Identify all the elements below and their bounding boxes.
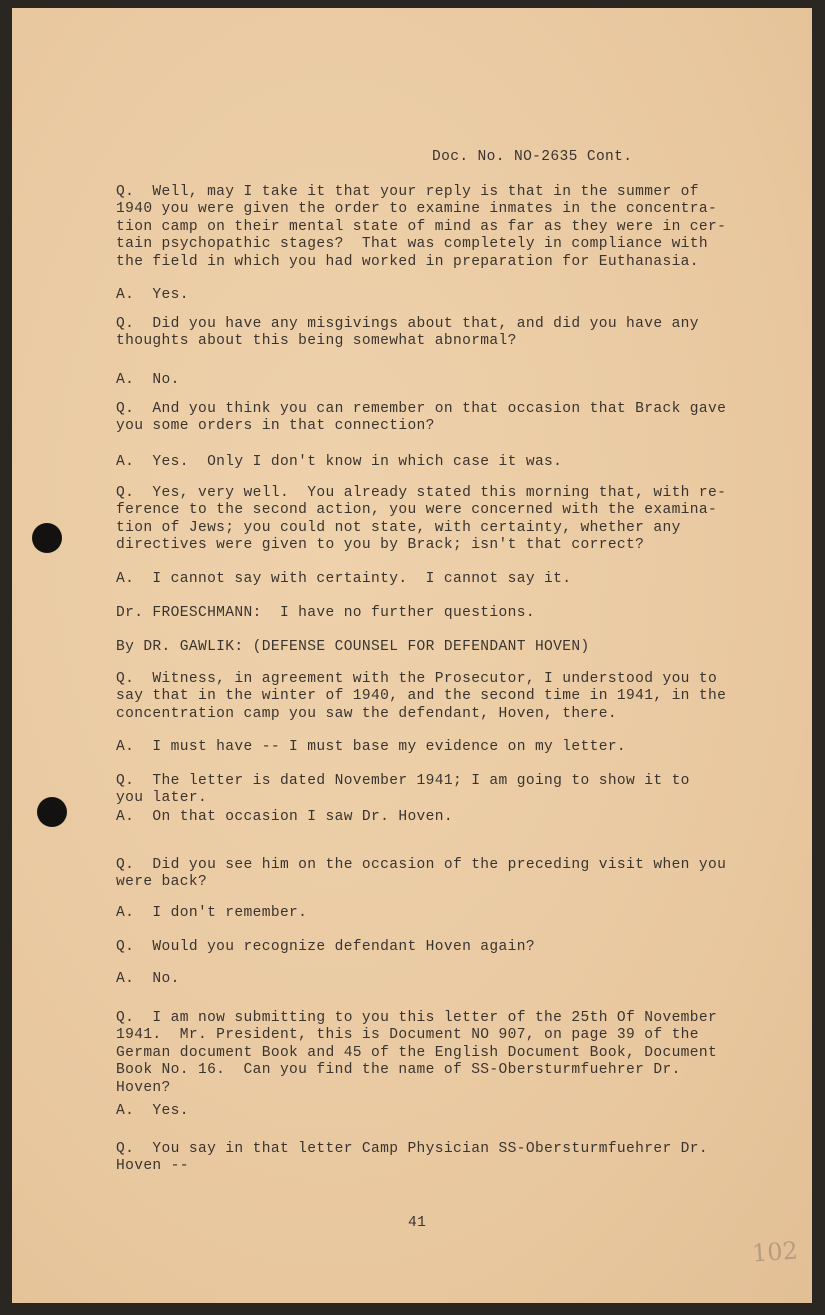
answer-paragraph: A. I cannot say with certainty. I cannot say it. xyxy=(116,571,572,587)
answer-paragraph: A. No. xyxy=(116,971,180,987)
question-paragraph: Q. Witness, in agreement with the Prosecutor, I understood you to say that in the winter of 1940, and the second time in 1941, in the concentration camp you saw the defendant, Hoven, there. xyxy=(116,671,727,722)
question-paragraph: Q. And you think you can remember on that occasion that Brack gave you some orders in that connection? xyxy=(116,401,727,435)
answer-paragraph: A. Yes. xyxy=(116,1103,189,1119)
question-paragraph: Q. Yes, very well. You already stated this morning that, with re- ference to the second action, you were concerned with the examina- tion of Jews; you could not state, with certainty, whether any directives were given to you by Brack; isn't that correct? xyxy=(116,485,727,554)
question-paragraph: Q. Would you recognize defendant Hoven again? xyxy=(116,939,535,955)
document-number-header: Doc. No. NO-2635 Cont. xyxy=(432,149,633,165)
punch-hole xyxy=(32,523,62,553)
question-paragraph: Q. You say in that letter Camp Physician SS-Obersturmfuehrer Dr. Hoven -- xyxy=(116,1141,708,1175)
answer-paragraph: A. Yes. xyxy=(116,287,189,303)
answer-paragraph: A. No. xyxy=(116,372,180,388)
answer-paragraph: A. On that occasion I saw Dr. Hoven. xyxy=(116,809,453,825)
question-paragraph: Q. Did you see him on the occasion of the preceding visit when you were back? xyxy=(116,857,727,891)
speaker-statement: Dr. FROESCHMANN: I have no further questions. xyxy=(116,605,535,621)
examination-heading: By DR. GAWLIK: (DEFENSE COUNSEL FOR DEFENDANT HOVEN) xyxy=(116,639,590,655)
page-number: 41 xyxy=(408,1215,427,1231)
answer-paragraph: A. I don't remember. xyxy=(116,905,308,921)
answer-paragraph: A. Yes. Only I don't know in which case it was. xyxy=(116,454,563,470)
handwritten-page-number: 102 xyxy=(751,1236,799,1268)
question-paragraph: Q. I am now submitting to you this letter of the 25th Of November 1941. Mr. President, this is Document NO 907, on page 39 of the German document Book and 45 of the English Document Book, Document Book No. 16. Can you find the name of SS-Obersturmfuehrer Dr. Hoven? xyxy=(116,1010,718,1096)
punch-hole xyxy=(37,797,67,827)
question-paragraph: Q. Did you have any misgivings about that, and did you have any thoughts about this being somewhat abnormal? xyxy=(116,316,699,350)
question-paragraph: Q. The letter is dated November 1941; I am going to show it to you later. xyxy=(116,773,690,807)
question-paragraph: Q. Well, may I take it that your reply is that in the summer of 1940 you were given the order to examine inmates in the concentra- tion camp on their mental state of mind as far as they were in cer- tain psychopathic stages? That was completely in compliance with the field in which you had worked in preparation for Euthanasia. xyxy=(116,184,727,270)
answer-paragraph: A. I must have -- I must base my evidence on my letter. xyxy=(116,739,627,755)
